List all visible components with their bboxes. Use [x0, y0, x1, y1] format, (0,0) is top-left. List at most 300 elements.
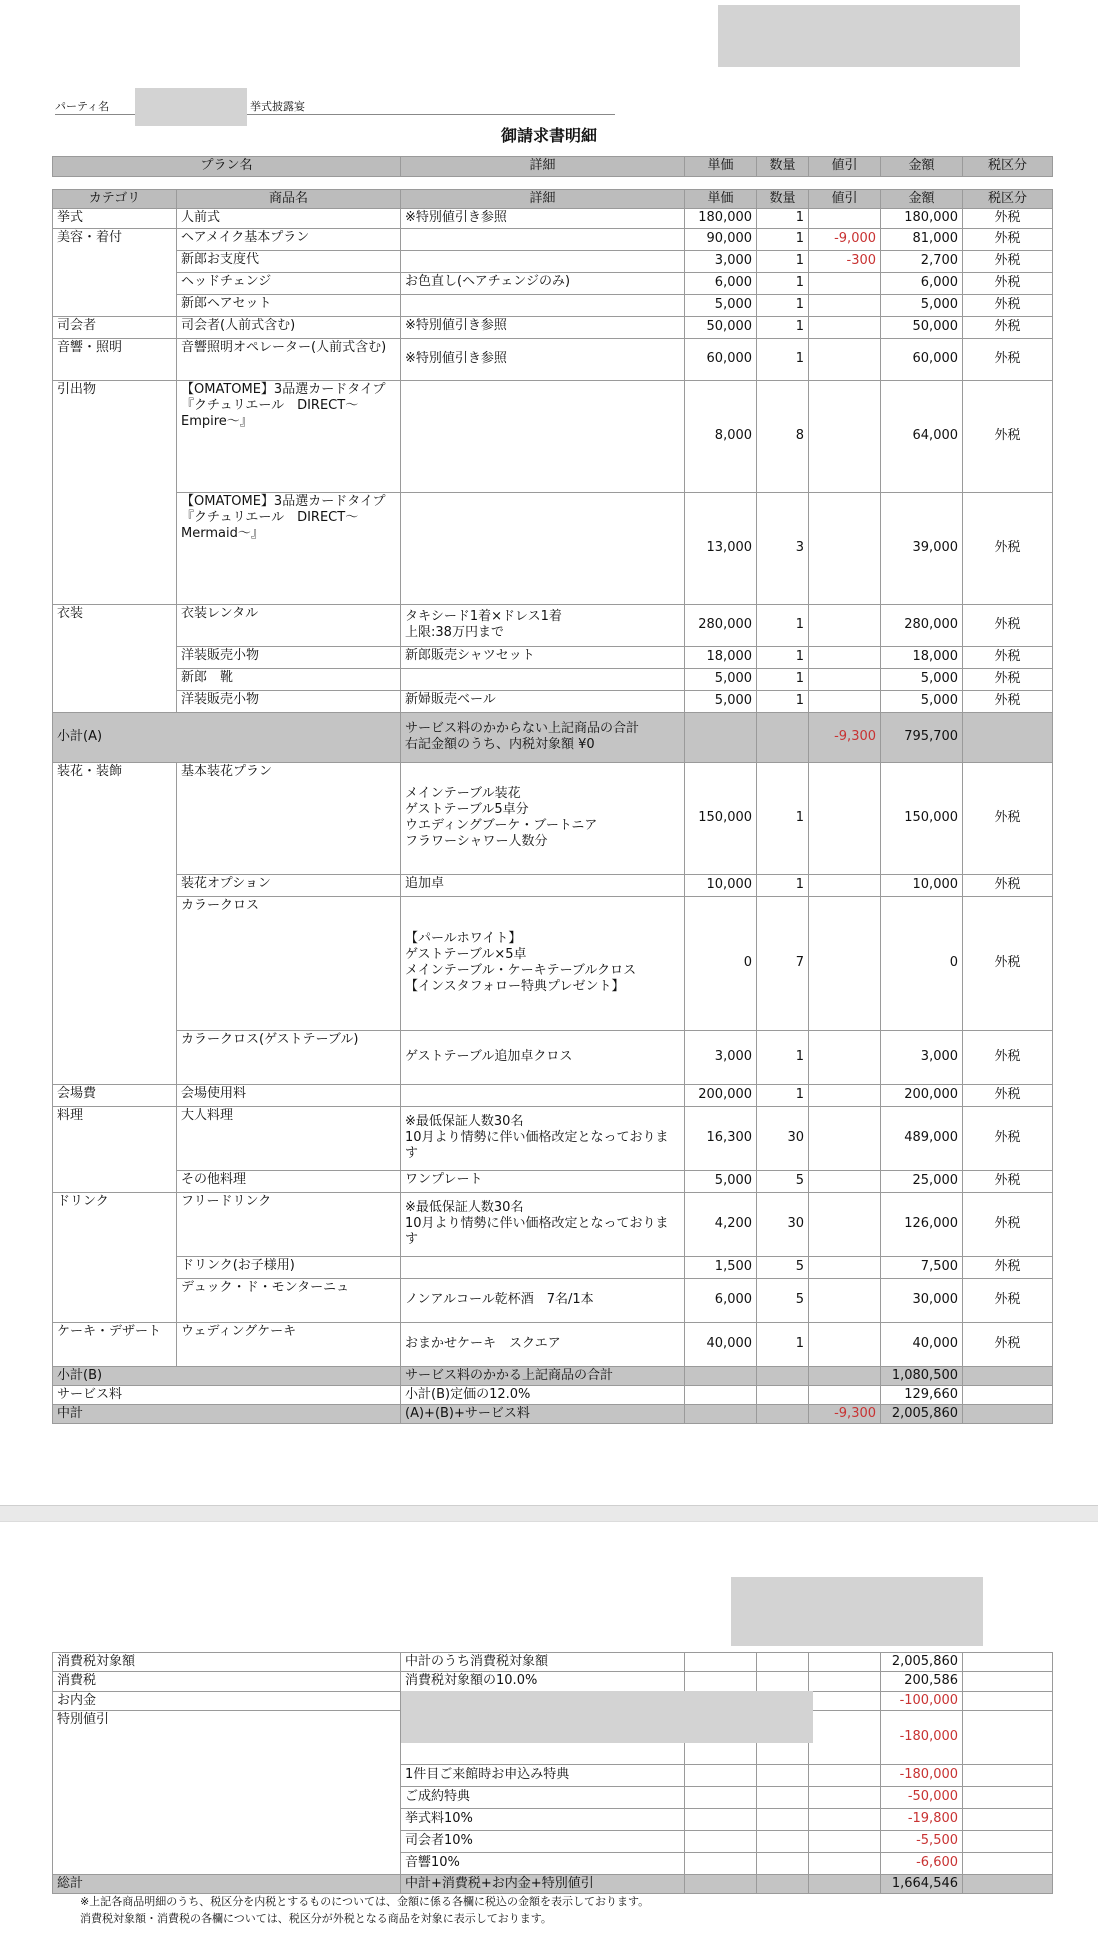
- category-cell: ドリンク: [53, 1192, 177, 1256]
- total-detail: サービス料のかかる上記商品の合計: [401, 1366, 685, 1385]
- detail-cell: 新郎販売シャツセット: [401, 646, 685, 668]
- header-cell: 金額: [881, 190, 963, 209]
- discount-cell: [809, 338, 881, 380]
- empty-cell: [685, 1405, 757, 1424]
- empty-cell: [757, 1852, 809, 1874]
- category-cell: [53, 1170, 177, 1192]
- unit-price-cell: 5,000: [685, 668, 757, 690]
- unit-price-cell: 90,000: [685, 228, 757, 250]
- summary-amount: -6,600: [881, 1852, 963, 1874]
- unit-price-cell: 18,000: [685, 646, 757, 668]
- empty-cell: [809, 1874, 881, 1893]
- category-cell: 美容・着付: [53, 228, 177, 250]
- header-cell: 商品名: [177, 190, 401, 209]
- subtotal-a-row: [53, 712, 1053, 762]
- summary-row: [53, 1830, 1053, 1852]
- detail-cell: 追加卓: [401, 874, 685, 896]
- unit-price-cell: 5,000: [685, 690, 757, 712]
- detail-cell: [401, 380, 685, 492]
- empty-cell: [963, 1852, 1053, 1874]
- quantity-cell: 1: [757, 272, 809, 294]
- empty-cell: [963, 1786, 1053, 1808]
- detail-cell: ワンプレート: [401, 1170, 685, 1192]
- empty-cell: [685, 1385, 757, 1404]
- empty-cell: [757, 1366, 809, 1385]
- tax-type-cell: 外税: [963, 1170, 1053, 1192]
- summary-detail: 挙式料10%: [401, 1808, 685, 1830]
- quantity-cell: 5: [757, 1170, 809, 1192]
- summary-row: [53, 1653, 1053, 1672]
- empty-cell: [809, 1786, 881, 1808]
- amount-cell: 64,000: [881, 380, 963, 492]
- detail-cell: [401, 668, 685, 690]
- item-name-cell: 人前式: [177, 209, 401, 228]
- summary-detail: 中計のうち消費税対象額: [401, 1653, 685, 1672]
- discount-cell: [809, 272, 881, 294]
- detail-cell: [401, 1256, 685, 1278]
- unit-price-cell: 280,000: [685, 604, 757, 646]
- total-discount: [809, 1385, 881, 1404]
- discount-cell: [809, 762, 881, 874]
- unit-price-cell: 150,000: [685, 762, 757, 874]
- category-cell: ケーキ・デザート: [53, 1322, 177, 1366]
- amount-cell: 5,000: [881, 690, 963, 712]
- amount-cell: 39,000: [881, 492, 963, 604]
- summary-table: [52, 1652, 1053, 1894]
- unit-price-cell: 4,200: [685, 1192, 757, 1256]
- item-name-cell: カラークロス: [177, 896, 401, 1030]
- quantity-cell: 1: [757, 762, 809, 874]
- summary-label: 消費税: [53, 1672, 401, 1691]
- category-cell: [53, 668, 177, 690]
- category-cell: 挙式: [53, 209, 177, 228]
- table-row: [53, 1278, 1053, 1322]
- empty-cell: [685, 1786, 757, 1808]
- summary-amount: -50,000: [881, 1786, 963, 1808]
- table-row: [53, 1106, 1053, 1170]
- table-row: [53, 762, 1053, 874]
- plan-header-cell: 税区分: [963, 157, 1053, 177]
- detail-cell: ゲストテーブル追加卓クロス: [401, 1030, 685, 1084]
- amount-cell: 60,000: [881, 338, 963, 380]
- summary-label: お内金: [53, 1691, 401, 1710]
- unit-price-cell: 60,000: [685, 338, 757, 380]
- quantity-cell: 1: [757, 294, 809, 316]
- unit-price-cell: 0: [685, 896, 757, 1030]
- table-row: [53, 338, 1053, 380]
- amount-cell: 126,000: [881, 1192, 963, 1256]
- item-name-cell: ドリンク(お子様用): [177, 1256, 401, 1278]
- item-name-cell: 新郎 靴: [177, 668, 401, 690]
- amount-cell: 18,000: [881, 646, 963, 668]
- amount-cell: 200,000: [881, 1084, 963, 1106]
- summary-detail: 消費税対象額の10.0%: [401, 1672, 685, 1691]
- empty-cell: [963, 1830, 1053, 1852]
- category-cell: [53, 1030, 177, 1084]
- empty-cell: [963, 1874, 1053, 1893]
- amount-cell: 5,000: [881, 294, 963, 316]
- category-cell: 会場費: [53, 1084, 177, 1106]
- category-cell: [53, 1256, 177, 1278]
- summary-row: [53, 1808, 1053, 1830]
- table-row: [53, 316, 1053, 338]
- plan-header-cell: 詳細: [401, 157, 685, 177]
- empty-cell: [809, 1691, 881, 1710]
- category-cell: [53, 1278, 177, 1322]
- summary-amount: -100,000: [881, 1691, 963, 1710]
- item-name-cell: 大人料理: [177, 1106, 401, 1170]
- discount-cell: [809, 316, 881, 338]
- item-name-cell: 【OMATOME】3品選カードタイプ『クチュリエール DIRECT〜Mermaid〜』: [177, 492, 401, 604]
- tax-type-cell: 外税: [963, 1278, 1053, 1322]
- item-name-cell: ヘアメイク基本プラン: [177, 228, 401, 250]
- empty-cell: [685, 1366, 757, 1385]
- detail-cell: お色直し(ヘアチェンジのみ): [401, 272, 685, 294]
- category-cell: [53, 690, 177, 712]
- category-cell: [53, 492, 177, 604]
- tax-type-cell: 外税: [963, 1106, 1053, 1170]
- quantity-cell: 30: [757, 1192, 809, 1256]
- amount-cell: 5,000: [881, 668, 963, 690]
- quantity-cell: 7: [757, 896, 809, 1030]
- amount-cell: 150,000: [881, 762, 963, 874]
- detail-cell: ※最低保証人数30名 10月より情勢に伴い価格改定となっております: [401, 1106, 685, 1170]
- table-row: [53, 646, 1053, 668]
- summary-detail: 1件目ご来館時お申込み特典: [401, 1764, 685, 1786]
- tax-type-cell: 外税: [963, 690, 1053, 712]
- total-detail: 小計(B)定価の12.0%: [401, 1385, 685, 1404]
- detail-cell: 新婦販売ベール: [401, 690, 685, 712]
- summary-row: [53, 1874, 1053, 1893]
- header-cell: 単価: [685, 190, 757, 209]
- detail-cell: ※特別値引き参照: [401, 316, 685, 338]
- category-cell: [53, 874, 177, 896]
- item-name-cell: 会場使用料: [177, 1084, 401, 1106]
- unit-price-cell: 180,000: [685, 209, 757, 228]
- party-name: 挙式披露宴: [250, 100, 305, 113]
- table-row: [53, 896, 1053, 1030]
- total-label: サービス料: [53, 1385, 401, 1404]
- subtotal-discount: -9,300: [809, 712, 881, 762]
- summary-label: [53, 1852, 401, 1874]
- item-name-cell: 音響照明オペレーター(人前式含む): [177, 338, 401, 380]
- discount-cell: [809, 896, 881, 1030]
- item-name-cell: 洋装販売小物: [177, 646, 401, 668]
- header-cell: 数量: [757, 190, 809, 209]
- category-cell: 音響・照明: [53, 338, 177, 380]
- amount-cell: 489,000: [881, 1106, 963, 1170]
- quantity-cell: 1: [757, 1084, 809, 1106]
- summary-row: [53, 1764, 1053, 1786]
- summary-row: [53, 1786, 1053, 1808]
- header-cell: 値引: [809, 190, 881, 209]
- detail-cell: ※特別値引き参照: [401, 209, 685, 228]
- header-cell: 税区分: [963, 190, 1053, 209]
- quantity-cell: 1: [757, 646, 809, 668]
- quantity-cell: 1: [757, 209, 809, 228]
- category-cell: 料理: [53, 1106, 177, 1170]
- redacted-special-detail: [401, 1691, 813, 1743]
- plan-header-cell: 金額: [881, 157, 963, 177]
- summary-label: [53, 1808, 401, 1830]
- unit-price-cell: 10,000: [685, 874, 757, 896]
- item-name-cell: フリードリンク: [177, 1192, 401, 1256]
- discount-cell: [809, 668, 881, 690]
- tax-type-cell: 外税: [963, 604, 1053, 646]
- total-amount: 2,005,860: [881, 1405, 963, 1424]
- amount-cell: 25,000: [881, 1170, 963, 1192]
- plan-header-cell: プラン名: [53, 157, 401, 177]
- empty-cell: [963, 1672, 1053, 1691]
- detail-cell: メインテーブル装花 ゲストテーブル5卓分 ウエディングブーケ・ブートニア フラワーシャワー人数分: [401, 762, 685, 874]
- empty-cell: [757, 1653, 809, 1672]
- empty-cell: [757, 712, 809, 762]
- redacted-block-top: [718, 5, 1020, 67]
- discount-cell: [809, 874, 881, 896]
- quantity-cell: 1: [757, 1322, 809, 1366]
- empty-cell: [685, 712, 757, 762]
- empty-cell: [963, 1808, 1053, 1830]
- summary-row: [53, 1672, 1053, 1691]
- tax-type-cell: 外税: [963, 294, 1053, 316]
- discount-cell: [809, 1322, 881, 1366]
- quantity-cell: 8: [757, 380, 809, 492]
- plan-header-cell: 数量: [757, 157, 809, 177]
- tax-type-cell: 外税: [963, 1192, 1053, 1256]
- tax-type-cell: 外税: [963, 228, 1053, 250]
- table-row: [53, 604, 1053, 646]
- empty-cell: [963, 712, 1053, 762]
- item-name-cell: 司会者(人前式含む): [177, 316, 401, 338]
- empty-cell: [757, 1764, 809, 1786]
- discount-cell: -9,000: [809, 228, 881, 250]
- summary-detail: 音響10%: [401, 1852, 685, 1874]
- unit-price-cell: 16,300: [685, 1106, 757, 1170]
- summary-label: [53, 1764, 401, 1786]
- category-cell: 引出物: [53, 380, 177, 492]
- summary-detail: 中計+消費税+お内金+特別値引: [401, 1874, 685, 1893]
- empty-cell: [685, 1672, 757, 1691]
- empty-cell: [809, 1852, 881, 1874]
- quantity-cell: 1: [757, 874, 809, 896]
- tax-type-cell: 外税: [963, 1256, 1053, 1278]
- amount-cell: 30,000: [881, 1278, 963, 1322]
- unit-price-cell: 6,000: [685, 1278, 757, 1322]
- detail-cell: [401, 294, 685, 316]
- total-amount: 1,080,500: [881, 1366, 963, 1385]
- category-cell: [53, 646, 177, 668]
- summary-label: 消費税対象額: [53, 1653, 401, 1672]
- discount-cell: [809, 294, 881, 316]
- detail-cell: [401, 492, 685, 604]
- total-discount: -9,300: [809, 1405, 881, 1424]
- empty-cell: [757, 1808, 809, 1830]
- tax-type-cell: 外税: [963, 250, 1053, 272]
- header-cell: カテゴリ: [53, 190, 177, 209]
- detail-cell: [401, 1084, 685, 1106]
- item-header-row: [53, 190, 1053, 209]
- amount-cell: 280,000: [881, 604, 963, 646]
- plan-header-cell: 単価: [685, 157, 757, 177]
- summary-label: 特別値引: [53, 1710, 401, 1764]
- table-row: [53, 1256, 1053, 1278]
- table-row: [53, 874, 1053, 896]
- tax-type-cell: 外税: [963, 1030, 1053, 1084]
- amount-cell: 0: [881, 896, 963, 1030]
- table-row: [53, 1030, 1053, 1084]
- empty-cell: [963, 1653, 1053, 1672]
- empty-cell: [757, 1385, 809, 1404]
- quantity-cell: 1: [757, 668, 809, 690]
- detail-cell: [401, 228, 685, 250]
- table-row: [53, 1322, 1053, 1366]
- summary-amount: 2,005,860: [881, 1653, 963, 1672]
- summary-amount: -5,500: [881, 1830, 963, 1852]
- empty-cell: [685, 1653, 757, 1672]
- tax-type-cell: 外税: [963, 1322, 1053, 1366]
- tax-type-cell: 外税: [963, 272, 1053, 294]
- discount-cell: [809, 1106, 881, 1170]
- tax-type-cell: 外税: [963, 1084, 1053, 1106]
- table-row: [53, 1170, 1053, 1192]
- empty-cell: [963, 1405, 1053, 1424]
- tax-type-cell: 外税: [963, 646, 1053, 668]
- empty-cell: [809, 1830, 881, 1852]
- item-name-cell: ヘッドチェンジ: [177, 272, 401, 294]
- discount-cell: [809, 209, 881, 228]
- category-cell: [53, 272, 177, 294]
- quantity-cell: 3: [757, 492, 809, 604]
- summary-amount: -180,000: [881, 1764, 963, 1786]
- summary-amount: 1,664,546: [881, 1874, 963, 1893]
- summary-detail: 司会者10%: [401, 1830, 685, 1852]
- invoice-detail-table: [52, 156, 1053, 1424]
- empty-cell: [757, 1405, 809, 1424]
- empty-cell: [963, 1366, 1053, 1385]
- unit-price-cell: 1,500: [685, 1256, 757, 1278]
- category-cell: 装花・装飾: [53, 762, 177, 874]
- discount-cell: [809, 646, 881, 668]
- tax-type-cell: 外税: [963, 316, 1053, 338]
- quantity-cell: 5: [757, 1278, 809, 1322]
- table-row: [53, 1084, 1053, 1106]
- amount-cell: 81,000: [881, 228, 963, 250]
- detail-cell: 【パールホワイト】 ゲストテーブル×5卓 メインテーブル・ケーキテーブルクロス 【インスタフォロー特典プレゼント】: [401, 896, 685, 1030]
- item-name-cell: 基本装花プラン: [177, 762, 401, 874]
- quantity-cell: 1: [757, 338, 809, 380]
- footnotes: [80, 1893, 649, 1927]
- summary-row: [53, 1852, 1053, 1874]
- empty-cell: [757, 1830, 809, 1852]
- item-name-cell: 新郎ヘアセット: [177, 294, 401, 316]
- item-name-cell: 新郎お支度代: [177, 250, 401, 272]
- summary-label: [53, 1830, 401, 1852]
- header-cell: 詳細: [401, 190, 685, 209]
- footnote-1: ※上記各商品明細のうち、税区分を内税とするものについては、金額に係る各欄に税込の金額を表示しております。: [80, 1895, 650, 1908]
- item-name-cell: 装花オプション: [177, 874, 401, 896]
- table-row: [53, 1192, 1053, 1256]
- table-row: [53, 690, 1053, 712]
- tax-type-cell: 外税: [963, 338, 1053, 380]
- unit-price-cell: 3,000: [685, 250, 757, 272]
- discount-cell: [809, 1256, 881, 1278]
- redacted-party-name: [135, 88, 247, 126]
- plan-header-row: [53, 157, 1053, 177]
- item-name-cell: その他料理: [177, 1170, 401, 1192]
- unit-price-cell: 5,000: [685, 1170, 757, 1192]
- empty-cell: [809, 1653, 881, 1672]
- empty-cell: [685, 1808, 757, 1830]
- empty-cell: [685, 1764, 757, 1786]
- category-cell: [53, 294, 177, 316]
- discount-cell: -300: [809, 250, 881, 272]
- subtotal-label: 小計(A): [53, 712, 401, 762]
- empty-cell: [757, 1874, 809, 1893]
- page-title: 御請求書明細: [500, 126, 597, 145]
- empty-cell: [963, 1764, 1053, 1786]
- amount-cell: 180,000: [881, 209, 963, 228]
- amount-cell: 6,000: [881, 272, 963, 294]
- table-row: [53, 492, 1053, 604]
- page-break: [0, 1505, 1098, 1522]
- table-row: [53, 380, 1053, 492]
- tax-type-cell: 外税: [963, 762, 1053, 874]
- quantity-cell: 1: [757, 604, 809, 646]
- quantity-cell: 1: [757, 228, 809, 250]
- tax-type-cell: 外税: [963, 874, 1053, 896]
- total-amount: 129,660: [881, 1385, 963, 1404]
- summary-label: [53, 1786, 401, 1808]
- discount-cell: [809, 604, 881, 646]
- total-discount: [809, 1366, 881, 1385]
- detail-cell: おまかせケーキ スクエア: [401, 1322, 685, 1366]
- discount-cell: [809, 1084, 881, 1106]
- empty-cell: [963, 1710, 1053, 1764]
- item-name-cell: 洋装販売小物: [177, 690, 401, 712]
- total-label: 小計(B): [53, 1366, 401, 1385]
- detail-cell: ノンアルコール乾杯酒 7名/1本: [401, 1278, 685, 1322]
- category-cell: 衣装: [53, 604, 177, 646]
- item-name-cell: カラークロス(ゲストテーブル): [177, 1030, 401, 1084]
- quantity-cell: 1: [757, 250, 809, 272]
- empty-cell: [809, 1764, 881, 1786]
- unit-price-cell: 13,000: [685, 492, 757, 604]
- item-name-cell: デュック・ド・モンターニュ: [177, 1278, 401, 1322]
- footnote-2: 消費税対象額・消費税の各欄については、税区分が外税となる商品を対象に表示しております。: [80, 1912, 552, 1925]
- table-row: [53, 250, 1053, 272]
- amount-cell: 7,500: [881, 1256, 963, 1278]
- table-row: [53, 228, 1053, 250]
- quantity-cell: 1: [757, 690, 809, 712]
- category-cell: 司会者: [53, 316, 177, 338]
- spacer-row: [53, 177, 1053, 190]
- tax-type-cell: 外税: [963, 896, 1053, 1030]
- empty-cell: [809, 1808, 881, 1830]
- unit-price-cell: 50,000: [685, 316, 757, 338]
- discount-cell: [809, 1278, 881, 1322]
- empty-cell: [963, 1385, 1053, 1404]
- total-label: 中計: [53, 1405, 401, 1424]
- total-row: [53, 1366, 1053, 1385]
- amount-cell: 40,000: [881, 1322, 963, 1366]
- category-cell: [53, 896, 177, 1030]
- empty-cell: [685, 1852, 757, 1874]
- subtotal-amount: 795,700: [881, 712, 963, 762]
- total-row: [53, 1405, 1053, 1424]
- summary-amount: -19,800: [881, 1808, 963, 1830]
- detail-cell: ※最低保証人数30名 10月より情勢に伴い価格改定となっております: [401, 1192, 685, 1256]
- discount-cell: [809, 492, 881, 604]
